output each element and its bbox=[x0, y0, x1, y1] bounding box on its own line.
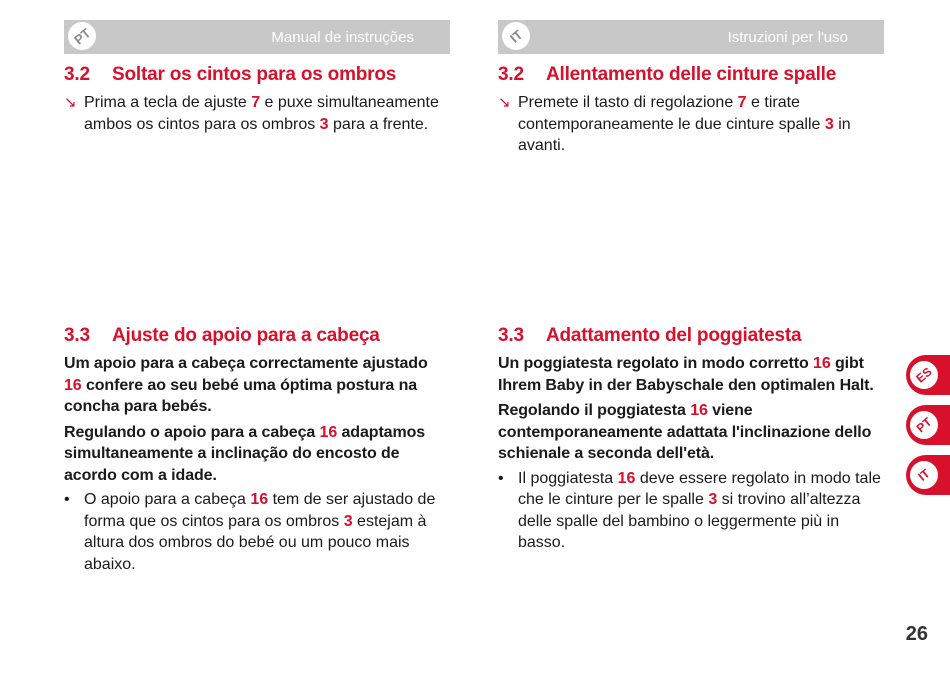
section-heading: 3.2 Soltar os cintos para os ombros bbox=[64, 64, 397, 85]
arrow-icon: ↘ bbox=[498, 94, 511, 111]
language-badge-it: IT bbox=[496, 16, 535, 55]
list-item: • O apoio para a cabeça 16 tem de ser ajustado de forma que os cintos para os ombros 3 estejam à altura dos ombros do bebé ou um pouco mais abaixo. bbox=[64, 491, 436, 573]
page-number: 26 bbox=[905, 623, 928, 645]
header-title: Manual de instruções bbox=[271, 29, 414, 46]
language-badge-pt: PT bbox=[62, 16, 101, 55]
tab-it[interactable]: IT bbox=[906, 455, 950, 495]
section-heading: 3.3 Adattamento del poggiatesta bbox=[498, 325, 802, 346]
section-heading: 3.3 Ajuste do apoio para a cabeça bbox=[64, 325, 380, 346]
tab-es[interactable]: ES bbox=[906, 355, 950, 395]
header-bar-it bbox=[498, 20, 884, 54]
paragraph: Un poggiatesta regolato in modo corretto 16 gibt Ihrem Baby in der Babyschale den optimalen Halt. bbox=[498, 355, 874, 394]
section-3-3-pt bbox=[64, 325, 449, 575]
section-3-3-it bbox=[498, 325, 890, 554]
instruction-item: ↘ Premete il tasto di regolazione 7 e tirate contemporaneamente le due cinture spalle 3 in avanti. bbox=[498, 94, 851, 154]
paragraph: Regulando o apoio para a cabeça 16 adaptamos simultaneamente a inclinação do encosto de acordo com a idade. bbox=[64, 423, 426, 484]
tab-pt[interactable]: PT bbox=[906, 405, 950, 445]
list-item: • Il poggiatesta 16 deve essere regolato in modo tale che le cinture per le spalle 3 si trovino all’altezza delle spalle del bambino o leggermente più in basso. bbox=[498, 469, 881, 551]
section-3-2-pt bbox=[64, 64, 464, 135]
section-heading: 3.2 Allentamento delle cinture spalle bbox=[498, 64, 837, 85]
paragraph: Um apoio para a cabeça correctamente ajustado 16 confere ao seu bebé uma óptima postura na concha para bebés. bbox=[64, 355, 428, 415]
bullet: • bbox=[498, 469, 504, 487]
language-tabs bbox=[906, 355, 950, 505]
instruction-item: ↘ Prima a tecla de ajuste 7 e puxe simultaneamente ambos os cintos para os ombros 3 para a frente. bbox=[64, 94, 439, 133]
header-bar-pt bbox=[64, 20, 450, 54]
paragraph: Regolando il poggiatesta 16 viene contemporaneamente adattata l'inclinazione dello schienale a seconda dell'età. bbox=[498, 402, 872, 462]
header-title: Istruzioni per l'uso bbox=[727, 29, 848, 46]
section-3-2-it bbox=[498, 64, 882, 157]
arrow-icon: ↘ bbox=[64, 94, 77, 111]
bullet: • bbox=[64, 491, 70, 508]
